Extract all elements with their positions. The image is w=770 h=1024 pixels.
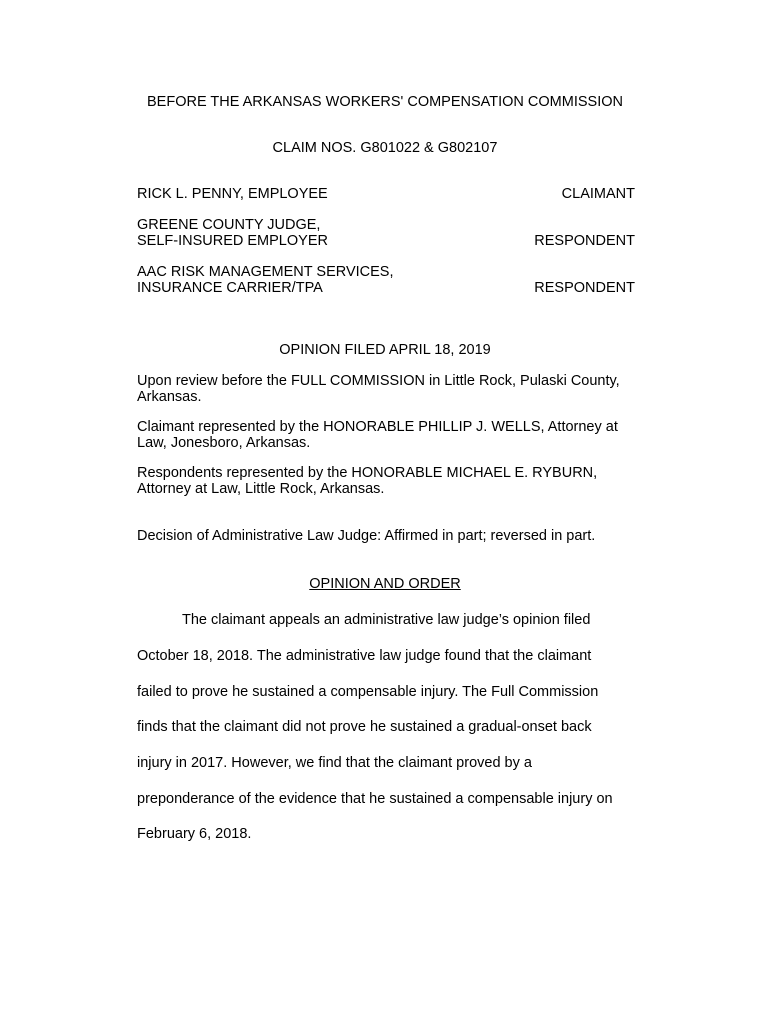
claimant-representation-line-1: Claimant represented by the HONORABLE PHILLIP J. WELLS, Attorney at <box>137 419 618 435</box>
opinion-filed-date: OPINION FILED APRIL 18, 2019 <box>279 342 491 358</box>
claim-numbers: CLAIM NOS. G801022 & G802107 <box>272 140 498 156</box>
claimant-representation-line-2: Law, Jonesboro, Arkansas. <box>137 435 311 451</box>
body-line: preponderance of the evidence that he sustained a compensable injury on <box>137 791 613 807</box>
respondents-representation-line-2: Attorney at Law, Little Rock, Arkansas. <box>137 481 385 497</box>
review-line-2: Arkansas. <box>137 389 202 405</box>
party-carrier-type: INSURANCE CARRIER/TPA <box>137 280 323 296</box>
party-claimant-role: CLAIMANT <box>561 186 635 202</box>
body-line: failed to prove he sustained a compensable injury. The Full Commission <box>137 684 599 700</box>
party-carrier-name: AAC RISK MANAGEMENT SERVICES, <box>137 264 394 280</box>
section-title: OPINION AND ORDER <box>309 576 461 592</box>
party-employer-role: RESPONDENT <box>534 233 635 249</box>
commission-heading: BEFORE THE ARKANSAS WORKERS' COMPENSATION COMMISSION <box>147 94 623 110</box>
alj-decision: Decision of Administrative Law Judge: Affirmed in part; reversed in part. <box>137 528 596 544</box>
body-line: February 6, 2018. <box>137 826 252 842</box>
party-claimant-name: RICK L. PENNY, EMPLOYEE <box>137 186 328 202</box>
party-carrier-role: RESPONDENT <box>534 280 635 296</box>
body-line: injury in 2017. However, we find that the claimant proved by a <box>137 755 532 771</box>
respondents-representation-line-1: Respondents represented by the HONORABLE MICHAEL E. RYBURN, <box>137 465 598 481</box>
party-employer-type: SELF-INSURED EMPLOYER <box>137 233 328 249</box>
body-line: finds that the claimant did not prove he sustained a gradual-onset back <box>137 719 592 735</box>
body-line: October 18, 2018. The administrative law judge found that the claimant <box>137 648 592 664</box>
party-employer-name: GREENE COUNTY JUDGE, <box>137 217 321 233</box>
body-line: The claimant appeals an administrative law judge’s opinion filed <box>182 612 591 628</box>
review-line-1: Upon review before the FULL COMMISSION in Little Rock, Pulaski County, <box>137 373 620 389</box>
